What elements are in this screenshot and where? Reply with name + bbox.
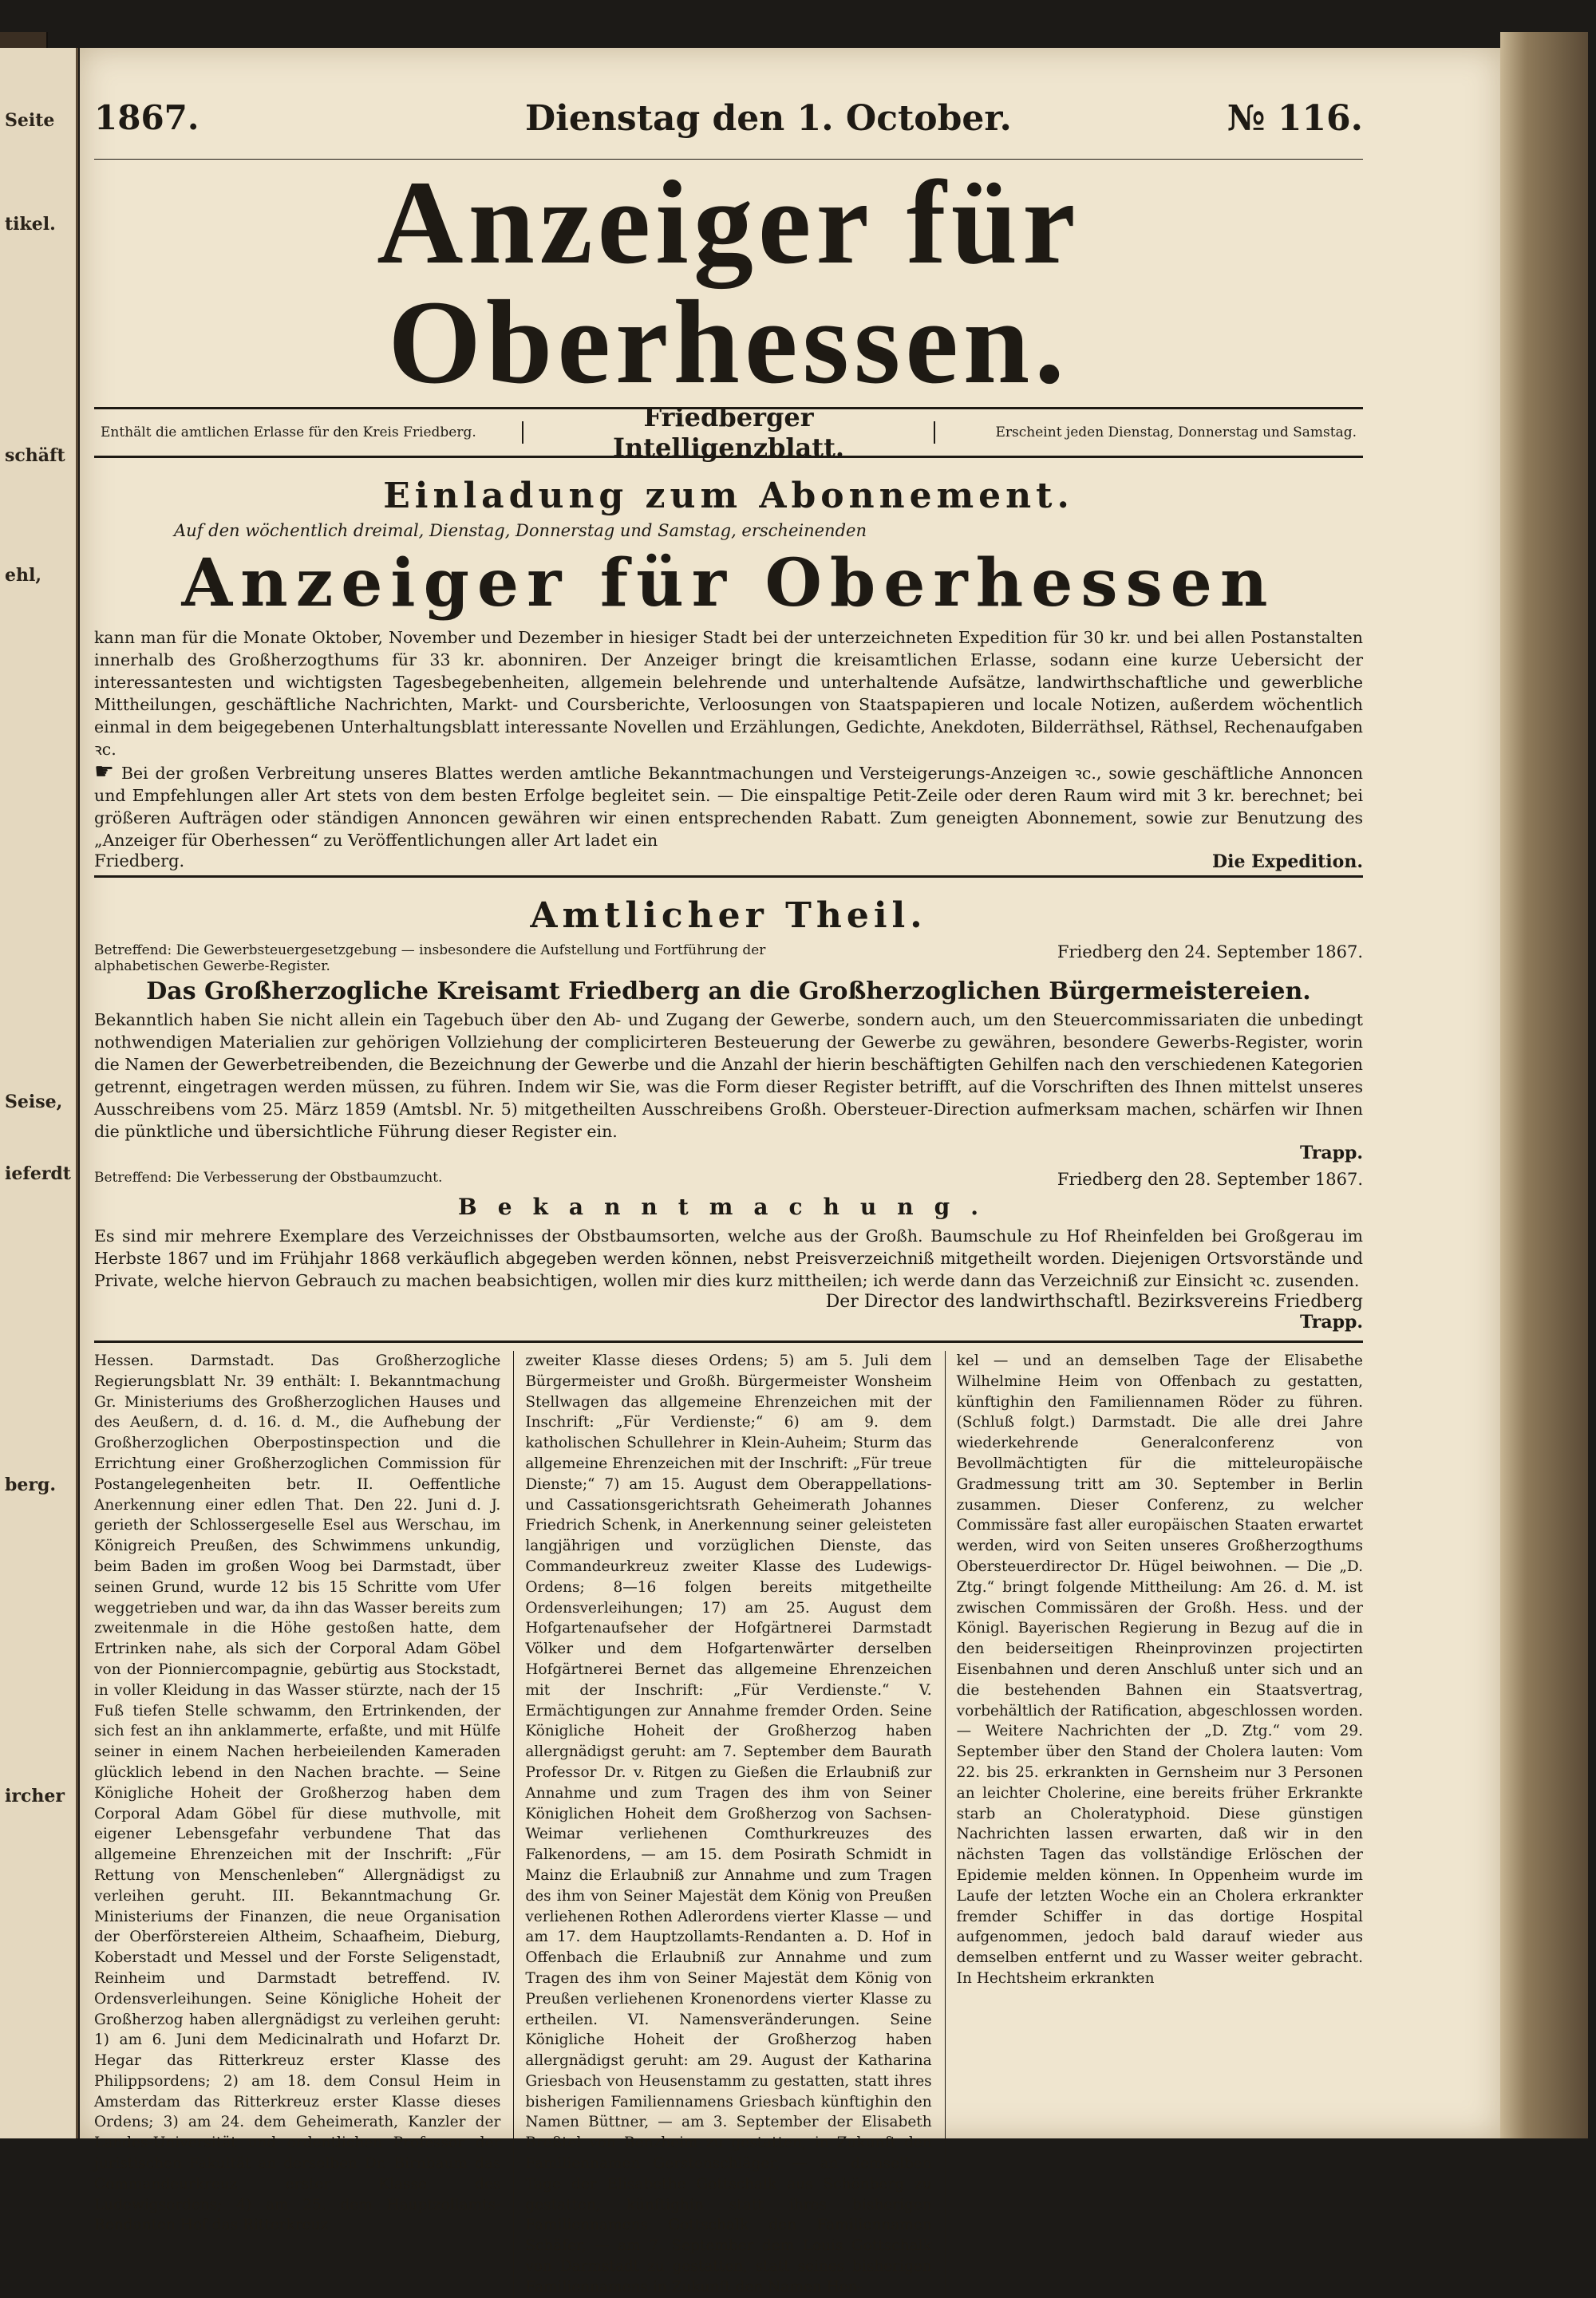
- divider: [94, 875, 1363, 878]
- decree-2-text: Es sind mir mehrere Exemplare des Verzeichnisses der Obstbaumsorten, welche aus der Großh. Baumschule zu Hof Rheinfelden bei Großgerau im Herbste 1867 und im Frühjahr 1868 verkäuflich abgegeben werden können, nebst Preisverzeichniß mitgetheilt worden. Diejenigen Ortsvorstände und Private, welche hiervon Gebrauch zu machen beabsichtigen, wollen mir dies kurz mittheilen; ich werde dann das Verzeichniß zur Einsicht ꝛc. zusenden.: [94, 1226, 1363, 1290]
- sub-header-right: Erscheint jeden Dienstag, Donnerstag und Samstag.: [934, 421, 1363, 444]
- notice-lead: Auf den wöchentlich dreimal, Dienstag, Donnerstag und Samstag, erscheinenden: [174, 521, 867, 540]
- notice-body-2: [94, 760, 1363, 851]
- facing-page-text: schäft: [5, 445, 65, 466]
- subscription-notice: [94, 476, 1363, 872]
- decree-2-heading: Bekanntmachung.: [458, 1194, 999, 1220]
- news-column-2: [513, 1351, 931, 2298]
- news-columns: [94, 1340, 1363, 2298]
- decree-1-meta: [94, 942, 1363, 974]
- facing-page-text: Seite: [5, 110, 55, 131]
- sub-header: [94, 402, 1363, 463]
- news-column-1: [94, 1351, 500, 2298]
- pointing-hand-icon: ☛: [94, 758, 115, 784]
- sub-header-left: Enthält die amtlichen Erlasse für den Kreis Friedberg.: [94, 421, 523, 444]
- dateline: [94, 92, 1363, 156]
- facing-page-text: ircher: [5, 1786, 65, 1806]
- decree-1-date: Friedberg den 24. September 1867.: [1057, 942, 1363, 961]
- page-edges: [1500, 32, 1588, 2138]
- decree-2-meta: [94, 1170, 1363, 1189]
- notice-paper-name: Anzeiger für Oberhessen: [181, 545, 1276, 622]
- notice-signature-row: [94, 851, 1363, 872]
- facing-page-fragment: [0, 48, 78, 2138]
- sub-header-center: Friedberger Intelligenzblatt.: [613, 402, 844, 463]
- decree-2-signature: Trapp.: [1299, 1312, 1363, 1333]
- notice-signature: Die Expedition.: [1212, 851, 1363, 872]
- news-column-text: zweiter Klasse dieses Ordens; 5) am 5. Juli dem Bürgermeister und Großh. Bürgermeister Wonsheim Stellwagen das allgemeine Ehrenzeichen mit der Inschrift: „Für Verdienste;“ 6) am 9. dem katholischen Schullehrer in Klein-Auheim; Sturm das allgemeine Ehrenzeichen mit der Inschrift: „Für treue Dienste;“ 7) am 15. August dem Oberappellations- und Cassationsgerichtsrath Geheimerath Johannes Friedrich Schenk, in Anerkennung seiner geleisteten langjährigen und vorzüglichen Dienste, das Commandeurkreuz zweiter Klasse des Ludewigs-Ordens; 8—16 folgen bereits mitgetheilte Ordensverleihungen; 17) am 25. August dem Hofgartenaufseher der Hofgärtnerei Darmstadt Völker und dem Hofgartenwärter derselben Hofgärtnerei Bernet das allgemeine Ehrenzeichen mit der Inschrift: „Für Verdienste.“ V. Ermächtigungen zur Annahme fremder Orden. Seine Königliche Hoheit der Großherzog haben allergnädigst geruht: am 7. September dem Baurath Professor Dr. v. Ritgen zu Gießen die Erlaubniß zur Annahme und zum Tragen des ihm von Seiner Königlichen Hoheit dem Großherzog von Sachsen-Weimar verliehenen Comthurkreuzes des Falkenordens, — am 15. dem Posirath Schmidt in Mainz die Erlaubniß zur Annahme und zum Tragen des ihm von Seiner Majestät dem König von Preußen verliehenen Rothen Adlerordens vierter Klasse — und am 17. dem Hauptzollamts-Rendanten a. D. Hof in Offenbach die Erlaubniß zur Annahme und zum Tragen des ihm von Seiner Majestät dem König von Preußen verliehenen Kronenordens vierter Klasse zu ertheilen. VI. Namensveränderungen. Seine Königliche Hoheit der Großherzog haben allergnädigst geruht: am 29. August der Katharina Griesbach von Heusenstamm zu gestatten, statt ihres bisherigen Familiennamens Griesbach künftighin den Namen Büttner, — am 3. September der Elisabeth Breßtel von Benzheim zu gestatten, in Zukunft den Familiennamen Gerstenschläger, — an demselben Tage der Elisabethe Gottschalk aus Schönberg zu gestatten, künftighin statt ihres bisherigen Familiennamens Gottschalk den Familiennamen Schäfer, — am 7. September dem Louis Gottschalk von Darmstadt zu gestatten, statt seines bisherigen Familiennamens in Zukunft den Namen Hen-: [525, 1352, 932, 2296]
- facing-page-text: tikel.: [5, 214, 56, 235]
- notice-place: Friedberg.: [94, 851, 185, 871]
- official-section: [94, 895, 1363, 1333]
- issue-year: 1867.: [94, 98, 200, 137]
- facing-page-text: ehl,: [5, 565, 42, 586]
- notice-body: kann man für die Monate Oktober, November und Dezember in hiesiger Stadt bei der unterzeichneten Expedition für 30 kr. und bei allen Postanstalten innerhalb des Großherzogthums für 33 kr. abonniren. Der Anzeiger bringt die kreisamtlichen Erlasse, sodann eine kurze Uebersicht der interessantesten und wichtigsten Tagesbegebenheiten, allgemein belehrende und unterhaltende Aufsätze, landwirthschaftliche und gewerbliche Mittheilungen, geschäftliche Nachrichten, Markt- und Coursberichte, Verloosungen von Staatspapieren und locale Notizen, außerdem wöchentlich einmal in dem beigegebenen Unterhaltungsblatt interessante Novellen und Erzählungen, Gedichte, Anekdoten, Bilderräthsel, Räthsel, Rechenaufgaben ꝛc.: [94, 628, 1363, 759]
- notice-title: Einladung zum Abonnement.: [383, 476, 1074, 516]
- decree-1-subject: Betreffend: Die Gewerbsteuergesetzgebung — insbesondere die Aufstellung und Fortführung der alphabetischen Gewerbe-Register.: [94, 942, 766, 974]
- facing-page-text: berg.: [5, 1475, 57, 1495]
- official-title: Amtlicher Theil.: [530, 895, 927, 936]
- news-column-text: Hessen. Darmstadt. Das Großherzogliche Regierungsblatt Nr. 39 enthält: I. Bekanntmachung Gr. Ministeriums des Großherzoglichen Hauses und des Aeußern, d. d. 16. d. M., die Aufhebung der Großherzoglichen Oberpostinspection und die Errichtung einer Großherzoglichen Commission für Postangelegenheiten betr. II. Oeffentliche Anerkennung einer edlen That. Den 22. Juni d. J. gerieth der Schlossergeselle Esel aus Werschau, im Königreich Preußen, des Schwimmens unkundig, beim Baden im großen Woog bei Darmstadt, über seinen Grund, wurde 12 bis 15 Schritte vom Ufer weggetrieben und war, da ihn das Wasser bereits zum zweitenmale in die Höhe gestoßen hatte, dem Ertrinken nahe, als sich der Corporal Adam Göbel von der Pionniercompagnie, gebürtig aus Stockstadt, in voller Kleidung in das Wasser stürzte, nach der 15 Fuß tiefen Stelle schwamm, den Ertrinkenden, der sich fest an ihn anklammerte, erfaßte, und mit Hülfe seiner in einem Nachen herbeieilenden Kameraden glücklich lebend in den Nachen brachte. — Seine Königliche Hoheit der Großherzog haben dem Corporal Adam Göbel für diese muthvolle, mit eigener Lebensgefahr verbundene That das allgemeine Ehrenzeichen mit der Inschrift: „Für Rettung von Menschenleben“ Allergnädigst zu verleihen geruht. III. Bekanntmachung Gr. Ministeriums der Finanzen, die neue Organisation der Oberförstereien Altheim, Schaafheim, Dieburg, Koberstadt und Messel und der Forste Seligenstadt, Reinheim und Darmstadt betreffend. IV. Ordensverleihungen. Seine Königliche Hoheit der Großherzog haben allergnädigst zu verleihen geruht: 1) am 6. Juni dem Medicinalrath und Hofarzt Dr. Hegar das Ritterkreuz erster Klasse des Philippsordens; 2) am 18. dem Consul Heim in Amsterdam das Ritterkreuz erster Klasse dieses Ordens; 3) am 24. dem Geheimerath, Kanzler der Landes-Universität und ordentlichen Professor der juristischen Fakultät an derselben Dr. Birnbaum das Commandeurkreuz erster Klasse des Ludewigsordens; 4) am 25. dem Hauptzollamts-Rendanten Hof das Ritterkreuz: [94, 1352, 501, 2234]
- newspaper-page: [80, 48, 1500, 2296]
- facing-page-text: ieferdt: [5, 1163, 71, 1184]
- notice-body-2-text: Bei der großen Verbreitung unseres Blattes werden amtliche Bekanntmachungen und Versteigerungs-Anzeigen ꝛc., sowie geschäftliche Annoncen und Empfehlungen aller Art stets von dem besten Erfolge begleitet sein. — Die einspaltige Petit-Zeile oder deren Raum wird mit 3 kr. berechnet; bei größeren Aufträgen oder ständigen Annoncen gewähren wir einen entsprechenden Rabatt. Zum geneigten Abonnement, sowie zur Benutzung des „Anzeiger für Oberhessen“ zu Veröffentlichungen aller Art ladet ein: [94, 764, 1363, 850]
- decree-2-subject: Betreffend: Die Verbesserung der Obstbaumzucht.: [94, 1170, 443, 1186]
- decree-1-signature: Trapp.: [1299, 1143, 1363, 1163]
- masthead-title: Anzeiger für Oberhessen.: [377, 156, 1080, 409]
- decree-1-text: Bekanntlich haben Sie nicht allein ein Tagebuch über den Ab- und Zugang der Gewerbe, sondern auch, um den Steuercommissariaten die unbedingt nothwendigen Materialien zur gehörigen Vollziehung der complicirteren Besteuerung der Gewerbe zu gewähren, besondere Gewerbs-Register, worin die Namen der Gewerbetreibenden, die Bezeichnung der Gewerbe und die Anzahl der hierin beschäftigten Gehilfen nach den verschiedenen Kategorien getrennt, eingetragen werden müssen, zu führen. Indem wir Sie, was die Form dieser Register betrifft, auf die Vorschriften des Ihnen mittelst unseres Ausschreibens vom 25. März 1859 (Amtsbl. Nr. 5) mitgetheilten Ausschreibens Großh. Obersteuer-Direction aufmerksam machen, schärfen wir Ihnen die pünktliche und übersichtliche Führung dieser Register ein.: [94, 1010, 1363, 1141]
- facing-page-text: Seise,: [5, 1092, 63, 1112]
- issue-number: № 116.: [1227, 98, 1363, 139]
- news-column-3: [945, 1351, 1363, 2298]
- decree-1-heading: Das Großherzogliche Kreisamt Friedberg an die Großherzoglichen Bürgermeistereien.: [146, 977, 1311, 1005]
- decree-2-signature-title: Der Director des landwirthschaftl. Bezirksvereins Friedberg: [825, 1292, 1363, 1312]
- decree-2-date: Friedberg den 28. September 1867.: [1057, 1170, 1363, 1189]
- issue-date: Dienstag den 1. October.: [525, 98, 1012, 139]
- news-column-text: kel — und an demselben Tage der Elisabethe Wilhelmine Heim von Offenbach zu gestatten, künftighin den Familiennamen Röder zu führen. (Schluß folgt.) Darmstadt. Die alle drei Jahre wiederkehrende Generalconferenz von Bevollmächtigten für die mitteleuropäische Gradmessung tritt am 30. September in Berlin zusammen. Dieser Conferenz, zu welcher Commissäre fast aller europäischen Staaten erwartet werden, wird von Seiten unseres Großherzogthums Obersteuerdirector Dr. Hügel beiwohnen. — Die „D. Ztg.“ bringt folgende Mittheilung: Am 26. d. M. ist zwischen Commissären der Großh. Hess. und der Königl. Bayerischen Regierung in Bezug auf die in den beiderseitigen Rheinprovinzen projectirten Eisenbahnen und deren Anschluß unter sich und an die bestehenden Bahnen ein Staatsvertrag, vorbehältlich der Ratification, abgeschlossen worden. — Weitere Nachrichten der „D. Ztg.“ vom 29. September über den Stand der Cholera lauten: Vom 22. bis 25. erkrankten in Gernsheim nur 3 Personen an leichter Cholerine, eine bereits früher Erkrankte starb an Choleratyphoid. Diese günstigen Nachrichten lassen erwarten, daß wir in den nächsten Tagen das vollständige Erlöschen der Epidemie melden können. In Oppenheim wurde im Laufe der letzten Woche ein an Cholera erkrankter fremder Schiffer in das dortige Hospital aufgenommen, jedoch bald darauf wieder aus demselben entfernt und zu Wasser weiter gebracht. In Hechtsheim erkrankten: [956, 1352, 1363, 1987]
